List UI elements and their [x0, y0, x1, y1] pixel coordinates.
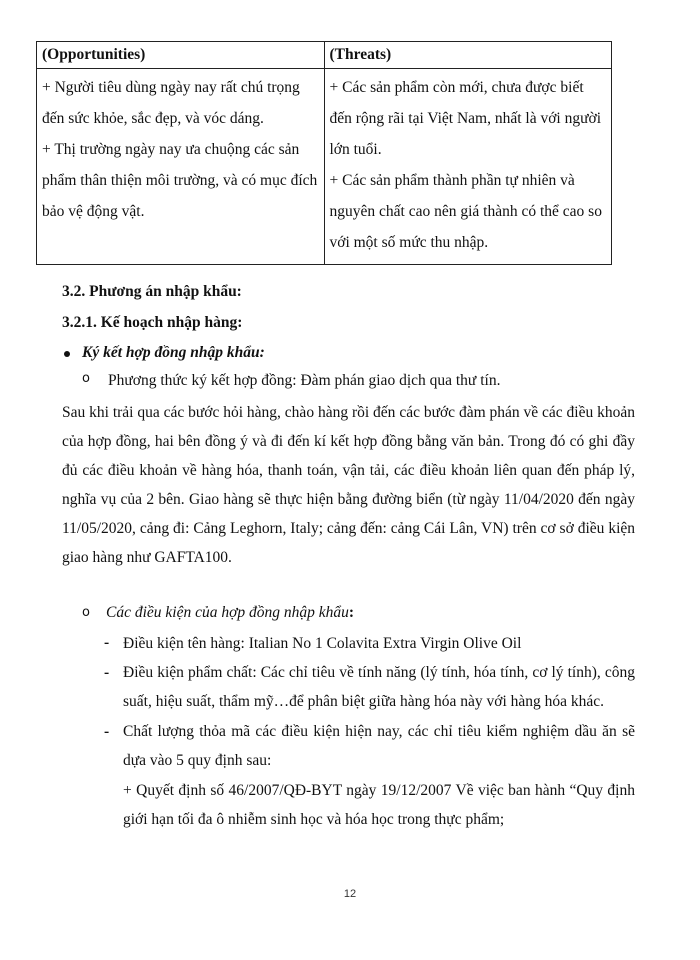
body-paragraph — [62, 398, 635, 572]
section-heading: 3.2. Phương án nhập khẩu: — [62, 283, 242, 300]
bullet-heading: Ký kết hợp đồng nhập khẩu: — [82, 344, 265, 361]
threat-item: + Các sản phẩm còn mới, chưa được biết đến rộng rãi tại Việt Nam, nhất là với người lớn tuổi. — [329, 79, 602, 158]
condition-item: Điều kiện tên hàng: Italian No 1 Colavita Extra Virgin Olive Oil — [123, 635, 522, 652]
subsection-heading: 3.2.1. Kế hoạch nhập hàng: — [62, 314, 243, 331]
condition-item: Chất lượng thỏa mã các điều kiện hiện nay, các chỉ tiêu kiểm nghiệm dầu ăn sẽ dựa vào 5 quy định sau: — [123, 723, 635, 769]
regulation-item: + Quyết định số 46/2007/QĐ-BYT ngày 19/12/2007 Về việc ban hành “Quy định giới hạn tối đa ô nhiễm sinh học và hóa học trong thực phẩm; — [123, 782, 635, 828]
dash-bullet-icon: - — [104, 664, 110, 681]
opportunity-item: + Thị trường ngày nay ưa chuộng các sản phẩm thân thiện môi trường, và có mục đích bảo vệ động vật. — [42, 141, 318, 220]
table-row — [37, 69, 612, 265]
circle-bullet-icon: o — [82, 371, 90, 386]
paragraph-text: Sau khi trải qua các bước hỏi hàng, chào hàng rồi đến các bước đàm phán về các điều khoản của hợp đồng, hai bên đồng ý và đi đến kí kết hợp đồng bằng văn bản. Trong đó có ghi đầy đủ các điều khoản về hàng hóa, thanh toán, vận tải, các điều khoản liên quan đến pháp lý, nghĩa vụ của 2 bên. Giao hàng sẽ thực hiện bằng đường biển (từ ngày 11/04/2020 đến ngày 11/05/2020, cảng đi: Cảng Leghorn, Italy; cảng đến: cảng Cái Lân, VN) trên cơ sở điều kiện giao hàng như GAFTA100. — [62, 404, 635, 566]
circle-bullet-icon: o — [82, 605, 90, 620]
page-number: 12 — [343, 888, 357, 900]
opportunities-cell — [37, 69, 325, 265]
threat-item: + Các sản phẩm thành phần tự nhiên và nguyên chất cao nên giá thành có thể cao so với một số mức thu nhập. — [329, 172, 602, 251]
dash-bullet-icon: - — [104, 634, 110, 651]
table-header-row — [37, 42, 612, 69]
threats-header: (Threats) — [324, 42, 612, 69]
swot-table — [36, 41, 612, 265]
opportunities-header: (Opportunities) — [37, 42, 325, 69]
conditions-heading: Các điều kiện của hợp đồng nhập khẩu: — [106, 604, 355, 621]
opportunity-item: + Người tiêu dùng ngày nay rất chú trọng đến sức khỏe, sắc đẹp, và vóc dáng. — [42, 79, 300, 127]
condition-item: Điều kiện phẩm chất: Các chỉ tiêu về tính năng (lý tính, hóa tính, cơ lý tính), công suất, hiệu suất, thẩm mỹ…để phân biệt giữa hàng hóa này với hàng hóa khác. — [123, 664, 635, 710]
threats-cell — [324, 69, 612, 265]
bullet-dot-icon — [64, 351, 70, 357]
dash-bullet-icon: - — [104, 723, 110, 740]
signing-method: Phương thức ký kết hợp đồng: Đàm phán giao dịch qua thư tín. — [108, 372, 501, 389]
